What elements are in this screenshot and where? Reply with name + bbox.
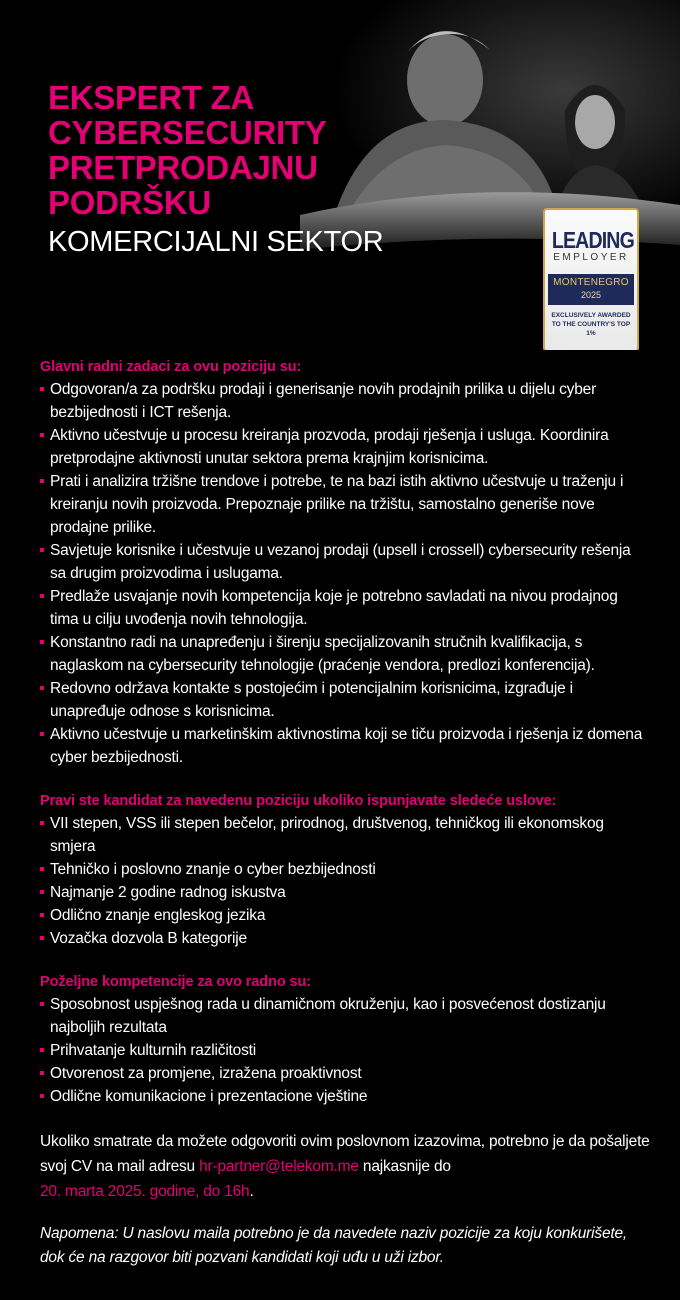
badge-footnote-line: EXCLUSIVELY AWARDED [551, 312, 631, 319]
list-item [40, 858, 650, 881]
bullet-icon [40, 821, 44, 825]
list-item [40, 927, 650, 950]
bullet-icon [40, 1048, 44, 1052]
bullet-icon [40, 640, 44, 644]
job-title-line: PRETPRODAJNU [48, 149, 318, 186]
list-item-text: Tehničko i poslovno znanje o cyber bezbijednosti [50, 861, 376, 878]
list-item-text: Prati i analizira tržišne trendove i potrebe, te na bazi istih aktivno učestvuje u traženju i kreiranju novih proizvoda. Prepoznaje prilike na tržištu, samostalno generiše nove prodajne prilike. [50, 473, 624, 536]
badge-leading: LEADING [551, 227, 634, 253]
list-item [40, 585, 650, 631]
leading-employer-badge [543, 208, 639, 350]
closing-text: . [249, 1183, 254, 1200]
bullet-icon [40, 433, 44, 437]
bullet-icon [40, 1071, 44, 1075]
list-item-text: Otvorenost za promjene, izražena proaktivnost [50, 1065, 362, 1082]
bullet-icon [40, 479, 44, 483]
list-item-text: Najmanje 2 godine radnog iskustva [50, 884, 286, 901]
list-item [40, 1062, 650, 1085]
hero-banner [0, 0, 680, 350]
list-item-text: Aktivno učestvuje u procesu kreiranja prozvoda, prodaji rješenja i usluga. Koordinira pretprodajne aktivnosti unutar sektora prema krajnjim korisnicima. [50, 427, 609, 467]
bullet-icon [40, 1002, 44, 1006]
list-item [40, 723, 650, 769]
bullet-icon [40, 387, 44, 391]
list-item-text: Redovno održava kontakte s postojećim i potencijalnim korisnicima, izgrađuje i unapređuje odnose s korisnicima. [50, 680, 573, 720]
list-item [40, 1085, 650, 1108]
list-item [40, 539, 650, 585]
list-item [40, 881, 650, 904]
bullet-icon [40, 686, 44, 690]
list-item [40, 1039, 650, 1062]
list-item [40, 378, 650, 424]
section-competencies [40, 971, 650, 1108]
bullet-icon [40, 890, 44, 894]
job-description [40, 356, 650, 1270]
list-item-text: Konstantno radi na unapređenju i širenju specijalizovanih stručnih kvalifikacija, s naglaskom na cybersecurity tehnologije (praćenje vendora, predlozi konferencija). [50, 634, 595, 674]
list-item [40, 424, 650, 470]
list-item [40, 993, 650, 1039]
list-item-text: Savjetuje korisnike i učestvuje u vezanoj prodaji (upsell i crossell) cybersecurity rešenja sa drugim proizvodima i uslugama. [50, 542, 631, 582]
section-heading: Poželjne kompetencije za ovo radno su: [40, 974, 311, 990]
list-item-text: Prihvatanje kulturnih različitosti [50, 1042, 256, 1059]
bullet-icon [40, 1094, 44, 1098]
bullet-icon [40, 867, 44, 871]
list-item-text: Aktivno učestvuje u marketinškim aktivnostima koji se tiču proizvoda i rješenja iz domena cyber bezbijednosti. [50, 726, 643, 766]
badge-employer: EMPLOYER [553, 252, 629, 263]
bullet-icon [40, 732, 44, 736]
bullet-icon [40, 594, 44, 598]
list-item-text: Odlične komunikacione i prezentacione vještine [50, 1088, 368, 1105]
list-item-text: Predlaže usvajanje novih kompetencija koje je potrebno savladati na nivou prodajnog tima u cilju uvođenja novih tehnologija. [50, 588, 618, 628]
bullet-icon [40, 548, 44, 552]
note: Napomena: U naslovu maila potrebno je da navedete naziv pozicije za koju konkurišete, dok će na razgovor biti pozvani kandidati koji uđu u uži izbor. [40, 1225, 627, 1266]
section-tasks [40, 356, 650, 769]
email-link[interactable]: hr-partner@telekom.me [199, 1158, 359, 1175]
job-title-line: PODRŠKU [48, 184, 211, 221]
application-instructions [40, 1129, 650, 1204]
department-subtitle: KOMERCIJALNI SEKTOR [48, 226, 384, 258]
closing-text: najkasnije do [358, 1158, 451, 1175]
list-item-text: VII stepen, VSS ili stepen bečelor, prirodnog, društvenog, tehničkog ili ekonomskog smjera [50, 815, 604, 855]
requirements-list [40, 812, 650, 950]
list-item-text: Odgovoran/a za podršku prodaji i generisanje novih prodajnih prilika u dijelu cyber bezbijednosti i ICT rešenja. [50, 381, 597, 421]
list-item [40, 812, 650, 858]
badge-year: 2025 [580, 290, 602, 300]
list-item [40, 631, 650, 677]
badge-footnote [545, 311, 637, 338]
badge-footnote-line: TO THE COUNTRY'S TOP 1% [551, 321, 631, 337]
list-item-text: Odlično znanje engleskog jezika [50, 907, 266, 924]
bullet-icon [40, 913, 44, 917]
section-requirements [40, 790, 650, 950]
title-block [48, 80, 383, 262]
list-item-text: Sposobnost uspješnog rada u dinamičnom okruženju, kao i posvećenost dostizanju najboljih rezultata [50, 996, 606, 1036]
list-item [40, 904, 650, 927]
list-item-text: Vozačka dozvola B kategorije [50, 930, 247, 947]
closing-text: Ukoliko smatrate da možete odgovoriti ovim poslovnom izazovima, potrebno je da pošaljete svoj CV na mail adresu [40, 1133, 650, 1175]
competencies-list [40, 993, 650, 1108]
section-heading: Pravi ste kandidat za navedenu poziciju ukoliko ispunjavate sledeće uslove: [40, 793, 557, 809]
badge-country: MONTENEGRO [553, 277, 629, 288]
badge-band [548, 274, 634, 305]
bullet-icon [40, 936, 44, 940]
list-item [40, 677, 650, 723]
job-title-line: CYBERSECURITY [48, 114, 327, 151]
deadline: 20. marta 2025. godine, do 16h [40, 1183, 250, 1200]
task-list [40, 378, 650, 769]
list-item [40, 470, 650, 539]
job-title-line: EKSPERT ZA [48, 79, 255, 116]
section-heading: Glavni radni zadaci za ovu poziciju su: [40, 359, 302, 375]
